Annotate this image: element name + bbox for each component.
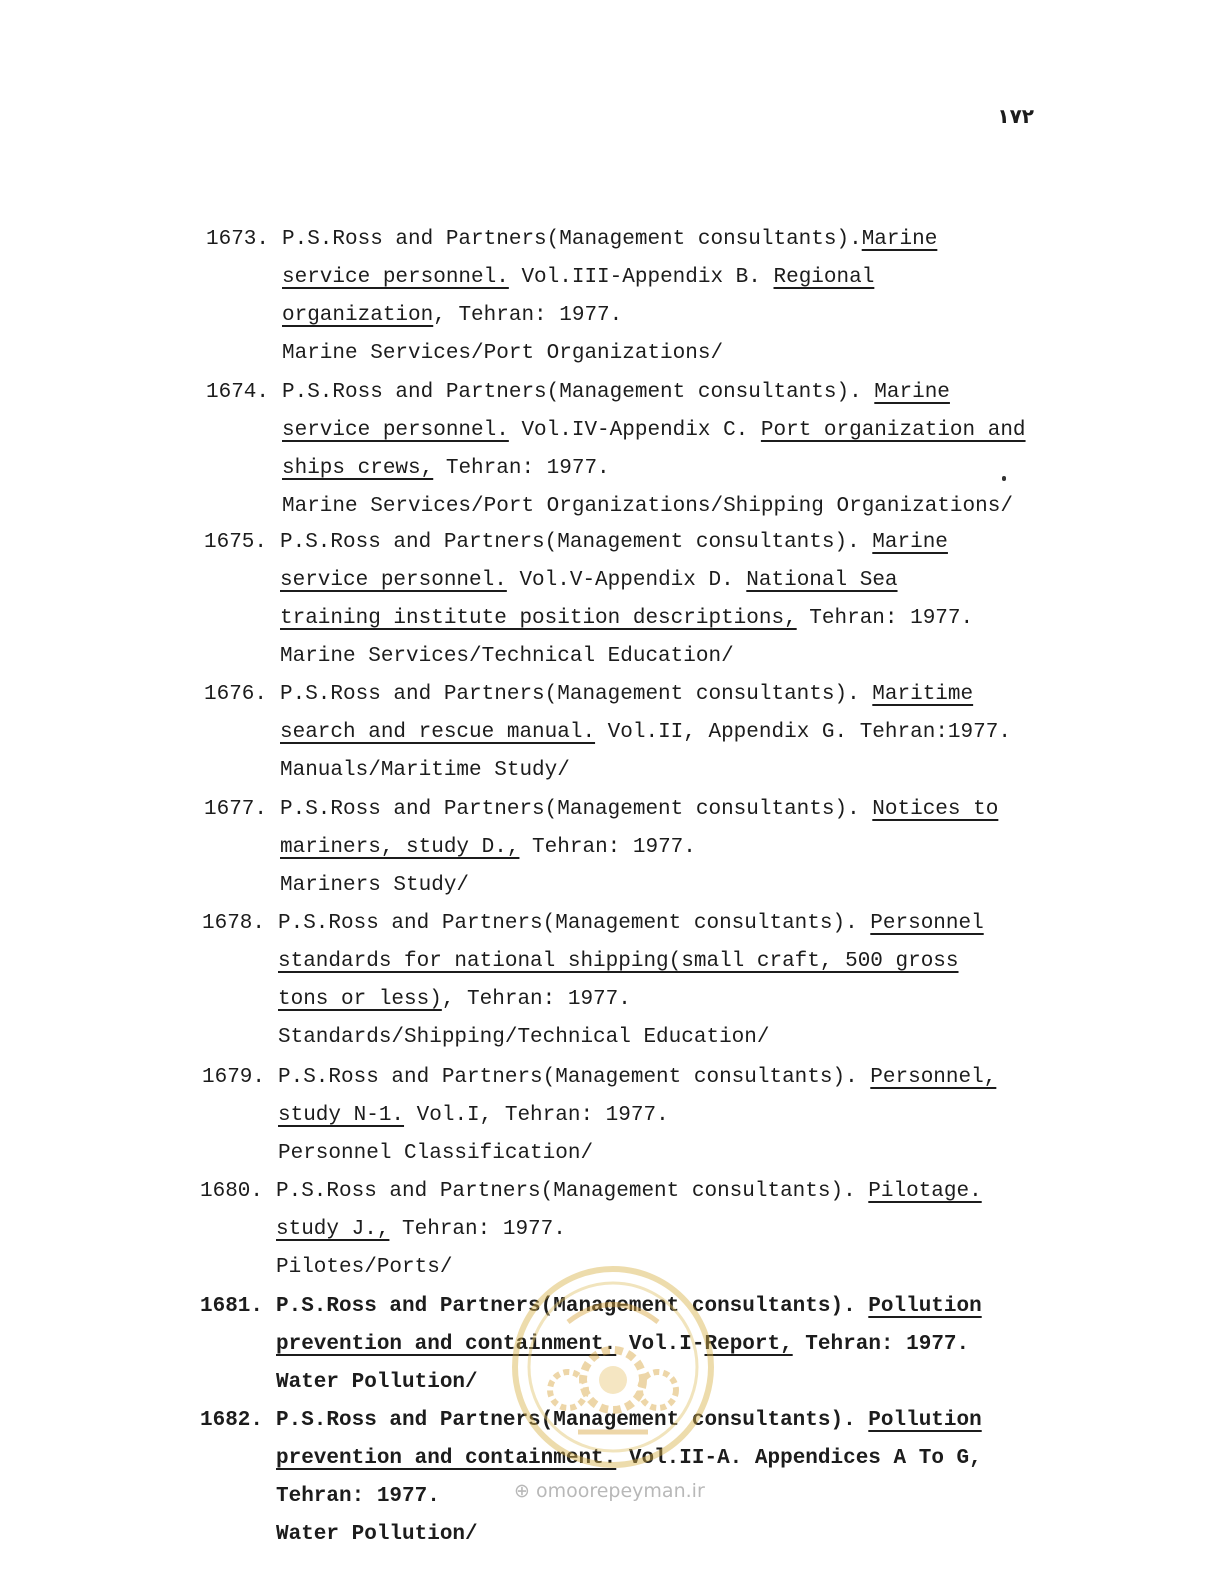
entry-number: 1676. [204, 683, 268, 706]
watermark-label: omoorepeyman.ir [535, 1480, 705, 1502]
entry-text: P.S.Ross and Partners(Management consultants). [280, 683, 873, 706]
institution-stamp-icon [508, 1262, 718, 1472]
entry-title-text: ships crews, [282, 457, 434, 480]
entry-title-text: service personnel. [282, 266, 509, 289]
entry-subject: Standards/Shipping/Technical Education/ [278, 1026, 770, 1049]
entry-title-text: Regional [773, 266, 875, 289]
entry-line [204, 676, 1084, 714]
entry-title-text: Report, [704, 1333, 793, 1356]
bibliography-entry [202, 1059, 1082, 1173]
entry-title-text: Personnel [870, 912, 984, 935]
entry-title-text: study J., [276, 1218, 390, 1241]
entry-text: Tehran: 1977. [389, 1218, 566, 1241]
entry-title-text: Marine [874, 381, 950, 404]
entry-line [202, 943, 1082, 981]
entry-text: P.S.Ross and Partners(Management consultants). [276, 1409, 869, 1432]
entry-subject: Marine Services/Technical Education/ [280, 645, 734, 668]
entry-line [206, 221, 1086, 259]
entry-number: 1677. [204, 798, 268, 821]
entry-title-text: study N-1. [278, 1104, 405, 1127]
entry-title-text: National Sea [746, 569, 898, 592]
entry-line [202, 1059, 1082, 1097]
entry-subject: Mariners Study/ [280, 874, 470, 897]
watermark-text [514, 1480, 705, 1502]
page-number: ۱۷۲ [997, 104, 1034, 128]
entry-line [202, 1097, 1082, 1135]
bibliography-entry [206, 374, 1086, 526]
entry-title-text: service personnel. [282, 419, 509, 442]
entry-subject: Marine Services/Port Organizations/Shipping Organizations/ [282, 495, 1013, 518]
entry-subject: Water Pollution/ [276, 1523, 478, 1546]
entry-text: Vol.IV-Appendix C. [508, 419, 761, 442]
entry-line [206, 297, 1086, 335]
entry-subject: Water Pollution/ [276, 1371, 478, 1394]
entry-number: 1674. [206, 381, 270, 404]
entry-text: , Tehran: 1977. [433, 304, 623, 327]
entry-text: Vol.V-Appendix D. [506, 569, 747, 592]
entry-subject-line [202, 1135, 1082, 1173]
entry-title-text: Personnel, [870, 1066, 997, 1089]
entry-number: 1673. [206, 228, 270, 251]
entry-title-text: Pollution [868, 1409, 982, 1432]
entry-line [206, 259, 1086, 297]
entry-subject-line [206, 335, 1086, 373]
entry-line [200, 1211, 1080, 1249]
entry-line [204, 791, 1084, 829]
entry-subject: Marine Services/Port Organizations/ [282, 342, 724, 365]
entry-text: Tehran: 1977. [796, 607, 974, 630]
bibliography-entry [204, 791, 1084, 905]
entry-text: Vol.III-Appendix B. [508, 266, 774, 289]
entry-title-text: Marine [861, 228, 938, 251]
entry-text: P.S.Ross and Partners(Management consultants). [278, 1066, 871, 1089]
scan-speck [1002, 476, 1006, 481]
entry-number: 1679. [202, 1066, 266, 1089]
entry-subject-line [202, 1019, 1082, 1057]
entry-text: P.S.Ross and Partners(Management consultants). [280, 798, 873, 821]
entry-title-text: Pollution [868, 1295, 982, 1318]
entry-text: P.S.Ross and Partners(Management consultants). [276, 1180, 869, 1203]
entry-title-text: tons or less) [278, 988, 442, 1011]
entry-subject-line [200, 1516, 1080, 1554]
entry-text: Vol.I, Tehran: 1977. [404, 1104, 669, 1127]
entry-title-text: Pilotage. [868, 1180, 982, 1203]
globe-icon: ⊕ [514, 1480, 530, 1502]
entry-text: P.S.Ross and Partners(Management consultants). [278, 912, 871, 935]
entry-text: Tehran: 1977. [519, 836, 696, 859]
bibliography-entry [204, 676, 1084, 790]
entry-number: 1678. [202, 912, 266, 935]
entry-line [204, 714, 1084, 752]
entry-title-text: search and rescue manual. [280, 721, 596, 744]
entry-title-text: training institute position descriptions, [280, 607, 797, 630]
entry-line [204, 600, 1084, 638]
entry-title-text: mariners, study D., [280, 836, 520, 859]
entry-subject-line [204, 752, 1084, 790]
entry-text: Tehran: 1977. [792, 1333, 970, 1356]
entry-text: P.S.Ross and Partners(Management consultants). [280, 531, 873, 554]
bibliography-entry [202, 905, 1082, 1057]
entry-line [202, 905, 1082, 943]
entry-text: Vol.I- [616, 1333, 705, 1356]
entry-line [206, 412, 1086, 450]
entry-line [206, 450, 1086, 488]
entry-title-text: Port organization and [760, 419, 1026, 442]
entry-subject-line [206, 488, 1086, 526]
entry-number: 1680. [200, 1180, 264, 1203]
entry-text: P.S.Ross and Partners(Management consultants). [276, 1295, 869, 1318]
entry-title-text: Maritime [872, 683, 974, 706]
entry-subject-line [204, 638, 1084, 676]
entry-text: P.S.Ross and Partners(Management consultants). [282, 381, 875, 404]
entry-subject-line [204, 867, 1084, 905]
entry-title-text: service personnel. [280, 569, 507, 592]
entry-text: Tehran: 1977. [276, 1485, 440, 1508]
entry-title-text: prevention and containment. [276, 1447, 617, 1470]
bibliography-entry [206, 221, 1086, 373]
entry-text: Vol.II, Appendix G. Tehran:1977. [595, 721, 1011, 744]
entry-title-text: organization [282, 304, 434, 327]
entry-title-text: Marine [872, 531, 948, 554]
entry-number: 1675. [204, 531, 268, 554]
entry-number: 1682. [200, 1409, 264, 1432]
entry-title-text: Notices to [872, 798, 999, 821]
bibliography-entry [204, 524, 1084, 676]
entry-title-text: standards for national shipping(small craft, 500 gross [278, 950, 959, 973]
entry-number: 1681. [200, 1295, 264, 1318]
entry-line [206, 374, 1086, 412]
entry-subject: Personnel Classification/ [278, 1142, 594, 1165]
entry-line [204, 562, 1084, 600]
entry-text: Tehran: 1977. [433, 457, 610, 480]
entry-line [204, 829, 1084, 867]
entry-subject: Pilotes/Ports/ [276, 1256, 453, 1279]
entry-title-text: prevention and containment. [276, 1333, 617, 1356]
entry-line [204, 524, 1084, 562]
entry-text: Vol.II-A. Appendices A To G, [616, 1447, 982, 1470]
entry-line [200, 1173, 1080, 1211]
entry-subject: Manuals/Maritime Study/ [280, 759, 570, 782]
entry-text: P.S.Ross and Partners(Management consultants). [282, 228, 862, 251]
entry-text: , Tehran: 1977. [441, 988, 631, 1011]
entry-line [202, 981, 1082, 1019]
